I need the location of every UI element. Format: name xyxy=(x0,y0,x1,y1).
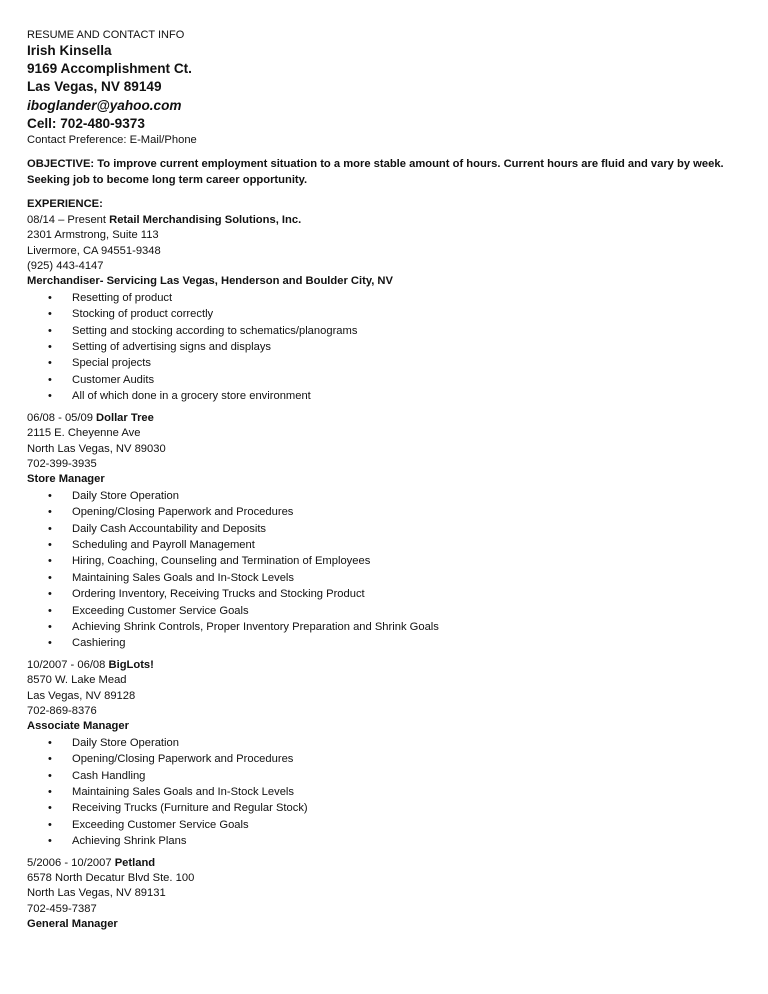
duty-item: • Setting of advertising signs and displays xyxy=(27,339,728,355)
job-entry xyxy=(27,411,728,652)
job-company: Retail Merchandising Solutions, Inc. xyxy=(109,213,302,226)
duty-item: • Exceeding Customer Service Goals xyxy=(27,817,728,833)
bullet-icon: • xyxy=(48,308,52,321)
duty-item: • Cash Handling xyxy=(27,768,728,784)
duty-item: • Special projects xyxy=(27,355,728,371)
job-phone: 702-399-3935 xyxy=(27,457,97,470)
job-address: 2115 E. Cheyenne Ave xyxy=(27,427,141,440)
duty-item: • Daily Store Operation xyxy=(27,488,728,504)
experience-heading: EXPERIENCE: xyxy=(27,198,103,211)
bullet-icon: • xyxy=(48,571,52,584)
duty-item: • Scheduling and Payroll Management xyxy=(27,537,728,553)
bullet-icon: • xyxy=(48,802,52,815)
contact-preference: Contact Preference: E-Mail/Phone xyxy=(27,134,197,147)
job-phone: 702-869-8376 xyxy=(27,705,97,718)
job-entry xyxy=(27,856,728,933)
bullet-icon: • xyxy=(48,506,52,519)
job-address: 2301 Armstrong, Suite 113 xyxy=(27,229,159,242)
applicant-name: Irish Kinsella xyxy=(27,43,112,58)
duty-item: • Maintaining Sales Goals and In-Stock Levels xyxy=(27,784,728,800)
duty-list xyxy=(27,488,728,652)
bullet-icon: • xyxy=(48,620,52,633)
bullet-icon: • xyxy=(48,357,52,370)
job-title: Merchandiser- Servicing Las Vegas, Henderson and Boulder City, NV xyxy=(27,275,393,288)
contact-section xyxy=(27,29,728,148)
duty-item: • Exceeding Customer Service Goals xyxy=(27,603,728,619)
duty-item: • Opening/Closing Paperwork and Procedures xyxy=(27,751,728,767)
objective-section xyxy=(27,157,728,188)
job-city: North Las Vegas, NV 89131 xyxy=(27,887,166,900)
job-title: Associate Manager xyxy=(27,720,129,733)
job-city: Las Vegas, NV 89128 xyxy=(27,689,136,702)
email-link[interactable]: iboglander@yahoo.com xyxy=(27,97,182,113)
bullet-icon: • xyxy=(48,786,52,799)
job-dates-company xyxy=(27,213,728,228)
bullet-icon: • xyxy=(48,390,52,403)
job-city: Livermore, CA 94551-9348 xyxy=(27,244,161,257)
duty-item: • Receiving Trucks (Furniture and Regular Stock) xyxy=(27,800,728,816)
objective-line-2: Seeking job to become long term career opportunity. xyxy=(27,173,308,186)
section-label: RESUME AND CONTACT INFO xyxy=(27,29,185,41)
bullet-icon: • xyxy=(48,588,52,601)
job-entry xyxy=(27,658,728,850)
cell-phone: Cell: 702-480-9373 xyxy=(27,115,145,131)
job-company: Petland xyxy=(114,856,156,869)
duty-item: • Cashiering xyxy=(27,635,728,651)
duty-item: • Hiring, Coaching, Counseling and Termination of Employees xyxy=(27,553,728,569)
duty-item: • Daily Cash Accountability and Deposits xyxy=(27,521,728,537)
job-city: North Las Vegas, NV 89030 xyxy=(27,442,166,455)
bullet-icon: • xyxy=(48,373,52,386)
job-dates: 08/14 – Present xyxy=(27,213,110,226)
bullet-icon: • xyxy=(48,604,52,617)
bullet-icon: • xyxy=(48,753,52,766)
bullet-icon: • xyxy=(48,291,52,304)
duty-list xyxy=(27,735,728,850)
bullet-icon: • xyxy=(48,489,52,502)
bullet-icon: • xyxy=(48,835,52,848)
job-entry xyxy=(27,213,728,405)
city-state-zip: Las Vegas, NV 89149 xyxy=(27,79,162,95)
job-dates: 10/2007 - 06/08 xyxy=(27,658,109,671)
job-dates: 5/2006 - 10/2007 xyxy=(27,856,115,869)
job-dates-company xyxy=(27,658,728,673)
job-address: 8570 W. Lake Mead xyxy=(27,674,127,687)
duty-item: • Daily Store Operation xyxy=(27,735,728,751)
duty-item: • Stocking of product correctly xyxy=(27,306,728,322)
bullet-icon: • xyxy=(48,555,52,568)
job-phone: (925) 443-4147 xyxy=(27,260,104,273)
bullet-icon: • xyxy=(48,324,52,337)
bullet-icon: • xyxy=(48,341,52,354)
bullet-icon: • xyxy=(48,769,52,782)
bullet-icon: • xyxy=(48,538,52,551)
job-dates-company xyxy=(27,411,728,426)
job-phone: 702-459-7387 xyxy=(27,902,97,915)
duty-item: • Ordering Inventory, Receiving Trucks and Stocking Product xyxy=(27,586,728,602)
duty-item: • Achieving Shrink Plans xyxy=(27,833,728,849)
street-address: 9169 Accomplishment Ct. xyxy=(27,61,192,77)
bullet-icon: • xyxy=(48,736,52,749)
duty-item: • Customer Audits xyxy=(27,372,728,388)
duty-item: • All of which done in a grocery store environment xyxy=(27,388,728,404)
duty-item: • Maintaining Sales Goals and In-Stock Levels xyxy=(27,570,728,586)
objective-line-1: OBJECTIVE: To improve current employment situation to a more stable amount of hours. Current hours are fluid and vary by week. xyxy=(27,158,724,171)
bullet-icon: • xyxy=(48,818,52,831)
job-company: BigLots! xyxy=(108,658,154,671)
job-dates: 06/08 - 05/09 xyxy=(27,411,97,424)
bullet-icon: • xyxy=(48,637,52,650)
duty-item: • Setting and stocking according to schematics/planograms xyxy=(27,323,728,339)
job-dates-company xyxy=(27,856,728,871)
duty-item: • Resetting of product xyxy=(27,290,728,306)
job-company: Dollar Tree xyxy=(96,411,154,424)
duty-item: • Achieving Shrink Controls, Proper Inventory Preparation and Shrink Goals xyxy=(27,619,728,635)
duty-list xyxy=(27,290,728,405)
job-address: 6578 North Decatur Blvd Ste. 100 xyxy=(27,872,195,885)
job-title: Store Manager xyxy=(27,473,105,486)
bullet-icon: • xyxy=(48,522,52,535)
duty-item: • Opening/Closing Paperwork and Procedures xyxy=(27,504,728,520)
job-title: General Manager xyxy=(27,918,118,931)
